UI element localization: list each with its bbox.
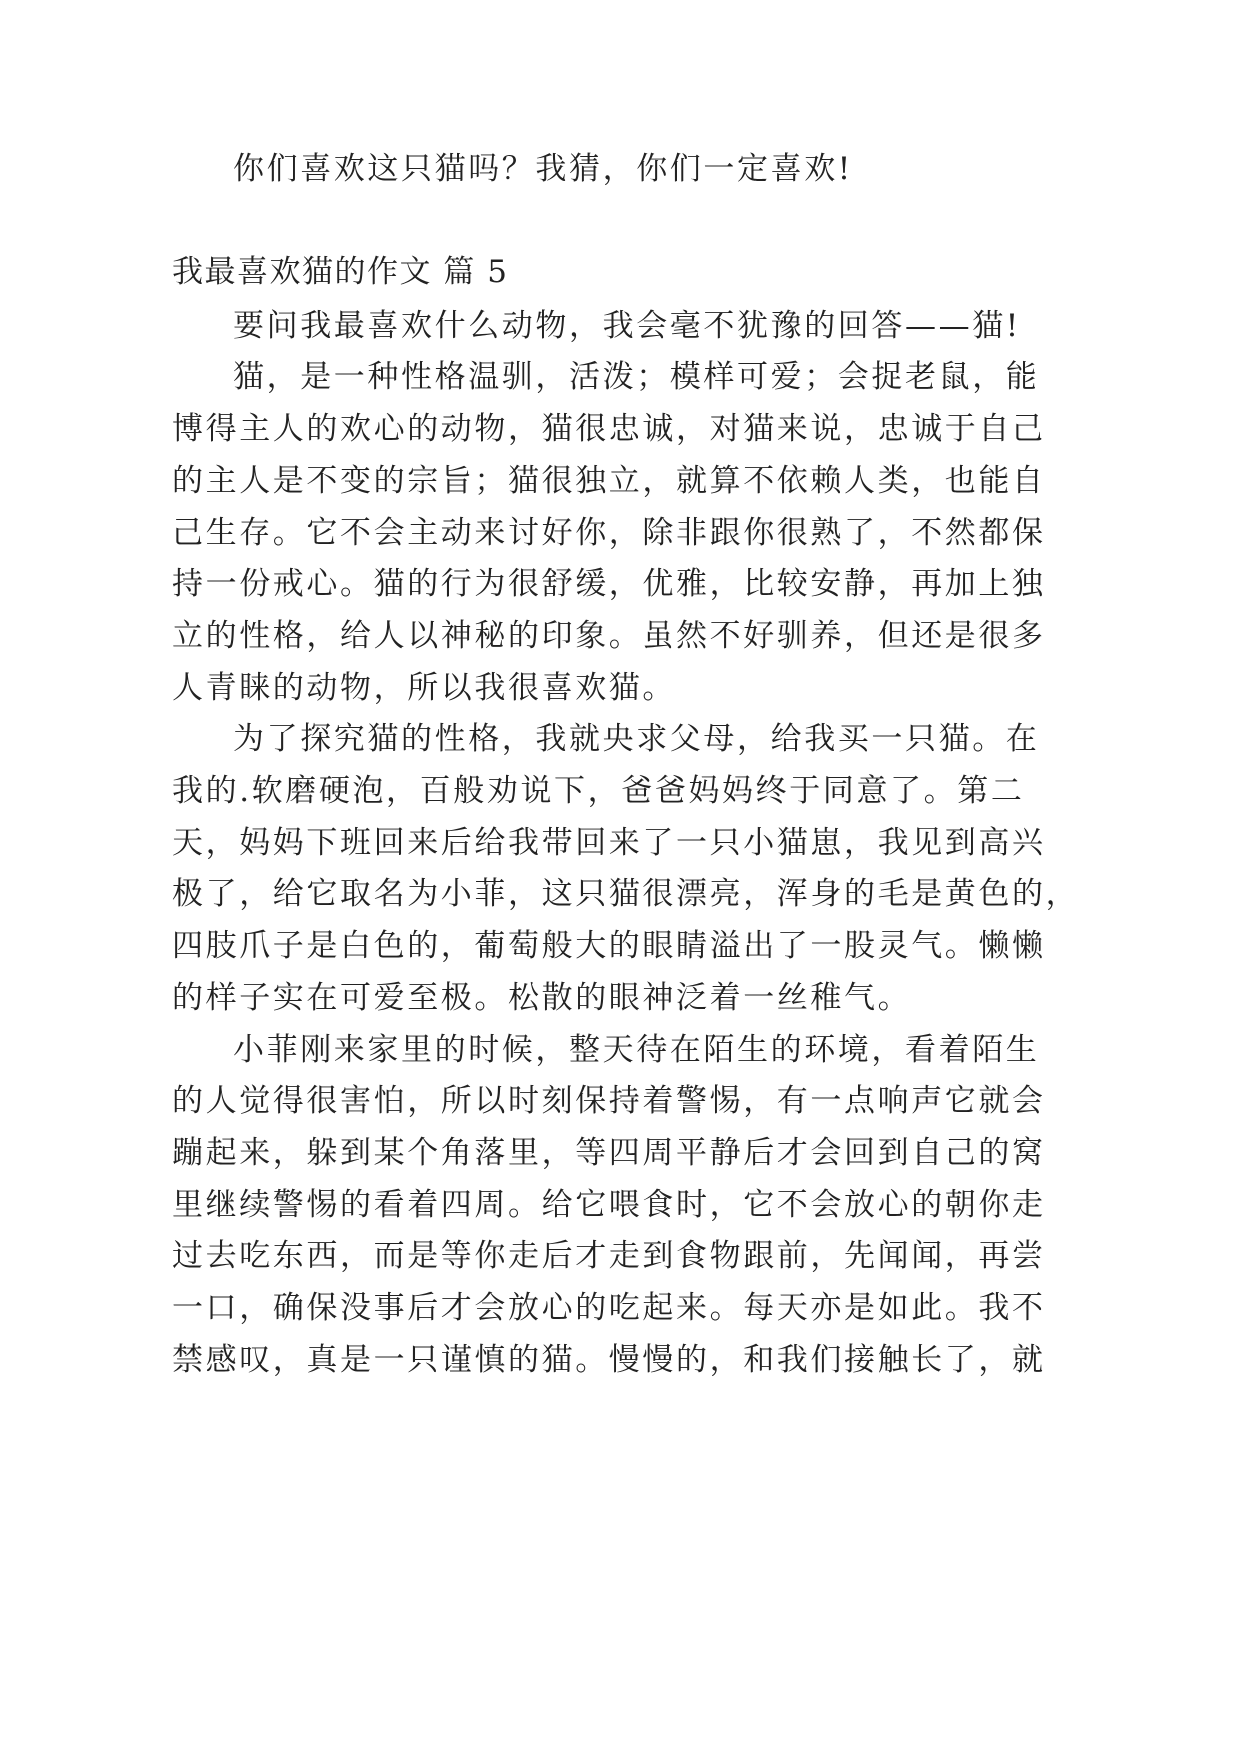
text-line: 猫，是一种性格温驯，活泼；模样可爱；会捉老鼠，能 — [233, 359, 1040, 395]
text-line: 人青睐的动物，所以我很喜欢猫。 — [172, 670, 676, 706]
text-line: 持一份戒心。猫的行为很舒缓，优雅，比较安静，再加上独 — [172, 566, 1046, 602]
text-line: 要问我最喜欢什么动物，我会毫不犹豫的回答——猫! — [233, 308, 1021, 344]
text-line: 过去吃东西，而是等你走后才走到食物跟前，先闻闻，再尝 — [172, 1238, 1046, 1274]
text-line: 禁感叹，真是一只谨慎的猫。慢慢的，和我们接触长了，就 — [172, 1342, 1046, 1378]
text-line: 我的.软磨硬泡，百般劝说下，爸爸妈妈终于同意了。第二 — [172, 773, 1025, 809]
text-line: 一口，确保没事后才会放心的吃起来。每天亦是如此。我不 — [172, 1290, 1046, 1326]
text-line: 立的性格，给人以神秘的印象。虽然不好驯养，但还是很多 — [172, 618, 1046, 654]
section-title: 我最喜欢猫的作文 篇 5 — [172, 254, 509, 290]
text-line: 极了，给它取名为小菲，这只猫很漂亮，浑身的毛是黄色的， — [172, 876, 1080, 912]
text-line: 四肢爪子是白色的，葡萄般大的眼睛溢出了一股灵气。懒懒 — [172, 928, 1046, 964]
text-line: 的人觉得很害怕，所以时刻保持着警惕，有一点响声它就会 — [172, 1083, 1046, 1119]
text-line: 己生存。它不会主动来讨好你，除非跟你很熟了，不然都保 — [172, 515, 1046, 551]
text-line: 的样子实在可爱至极。松散的眼神泛着一丝稚气。 — [172, 980, 912, 1016]
text-line: 里继续警惕的看着四周。给它喂食时，它不会放心的朝你走 — [172, 1187, 1046, 1223]
text-line: 博得主人的欢心的动物，猫很忠诚，对猫来说，忠诚于自己 — [172, 411, 1046, 447]
text-line: 小菲刚来家里的时候，整天待在陌生的环境，看着陌生 — [233, 1032, 1040, 1068]
intro-line: 你们喜欢这只猫吗？我猜，你们一定喜欢! — [233, 151, 853, 187]
text-line: 的主人是不变的宗旨；猫很独立，就算不依赖人类，也能自 — [172, 463, 1046, 499]
text-line: 为了探究猫的性格，我就央求父母，给我买一只猫。在 — [233, 721, 1040, 757]
text-line: 蹦起来，躲到某个角落里，等四周平静后才会回到自己的窝 — [172, 1135, 1046, 1171]
text-line: 天，妈妈下班回来后给我带回来了一只小猫崽，我见到高兴 — [172, 825, 1046, 861]
